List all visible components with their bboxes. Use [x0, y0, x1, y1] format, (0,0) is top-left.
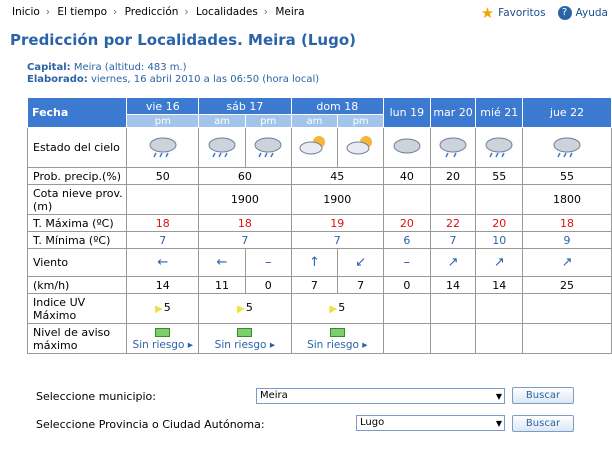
elaborado-value: viernes, 16 abril 2010 a las 06:50 (hora local) [90, 74, 320, 85]
tmax-value: 20 [476, 215, 523, 232]
precip-value: 55 [523, 168, 612, 185]
buscar-municipio-button[interactable]: Buscar [512, 387, 574, 404]
aviso-link[interactable]: Sin riesgo [132, 339, 185, 351]
day-header: jue 22 [523, 98, 612, 128]
tmax-value: 18 [199, 215, 291, 232]
breadcrumb-inicio[interactable]: Inicio [12, 6, 40, 18]
cota-value [476, 185, 523, 215]
page-title: Predicción por Localidades. Meira (Lugo) [10, 31, 356, 49]
precip-value: 55 [476, 168, 523, 185]
buscar-provincia-button[interactable]: Buscar [512, 415, 574, 432]
cloud-rain-icon [476, 128, 523, 168]
municipio-label: Seleccione municipio: [36, 390, 156, 403]
tmin-value: 7 [291, 232, 383, 249]
provincia-label: Seleccione Provincia o Ciudad Autónoma: [36, 418, 265, 431]
wind-west-arrow-icon: ← [127, 249, 199, 277]
period-header: am [199, 115, 246, 128]
tmin-value: 6 [384, 232, 431, 249]
wind-west-arrow-icon: ← [199, 249, 246, 277]
breadcrumb: Inicio › El tiempo › Predicción › Localidades › Meira [12, 6, 305, 18]
wind-speed: 7 [291, 277, 338, 294]
day-header: vie 16 [127, 98, 199, 115]
aviso-cell [476, 324, 523, 354]
tmax-value: 22 [430, 215, 476, 232]
uv-cell [523, 294, 612, 324]
uv-cell [127, 294, 199, 324]
uv-cell [384, 294, 431, 324]
uv-flag-icon [155, 306, 163, 314]
cloud-rain-icon [523, 128, 612, 168]
tmin-value: 7 [430, 232, 476, 249]
tmin-value: 9 [523, 232, 612, 249]
row-label-kmh: (km/h) [28, 277, 127, 294]
row-label-tmin: T. Mínima (ºC) [28, 232, 127, 249]
aviso-cell [430, 324, 476, 354]
star-icon[interactable]: ★ [480, 4, 495, 22]
uv-value: 5 [163, 300, 171, 314]
precip-value: 40 [384, 168, 431, 185]
uv-flag-icon [329, 306, 337, 314]
cota-value: 1900 [291, 185, 383, 215]
tmax-value: 20 [384, 215, 431, 232]
municipio-select-value: Meira [260, 390, 288, 401]
cota-value [430, 185, 476, 215]
precip-value: 50 [127, 168, 199, 185]
tmax-value: 19 [291, 215, 383, 232]
uv-cell [291, 294, 383, 324]
caret-right-icon: ▸ [266, 339, 276, 351]
row-label-aviso: Nivel de aviso máximo [28, 324, 127, 354]
aviso-link[interactable]: Sin riesgo [214, 339, 267, 351]
cloud-rain-icon [199, 128, 246, 168]
breadcrumb-prediccion[interactable]: Predicción [124, 6, 179, 18]
precip-value: 20 [430, 168, 476, 185]
tools [481, 4, 608, 22]
uv-flag-icon [237, 306, 245, 314]
day-header: sáb 17 [199, 98, 291, 115]
breadcrumb-localidades[interactable]: Localidades [195, 6, 258, 18]
capital-line [27, 62, 187, 73]
cloud-rain-icon [127, 128, 199, 168]
row-label-uv: Indice UV Máximo [28, 294, 127, 324]
day-header: mié 21 [476, 98, 523, 128]
precip-value: 45 [291, 168, 383, 185]
elaborado-line [27, 74, 319, 85]
cota-value [384, 185, 431, 215]
aviso-link[interactable]: Sin riesgo [307, 339, 359, 351]
wind-speed: 25 [523, 277, 612, 294]
wind-speed: 0 [384, 277, 431, 294]
wind-northeast-arrow-icon: ↗ [430, 249, 476, 277]
uv-cell [476, 294, 523, 324]
row-label-precip: Prob. precip.(%) [28, 168, 127, 185]
wind-calm-icon: – [245, 249, 291, 277]
tmin-value: 10 [476, 232, 523, 249]
period-header: pm [127, 115, 199, 128]
aviso-cell[interactable] [127, 324, 199, 354]
municipio-select[interactable] [256, 388, 505, 404]
row-label-tmax: T. Máxima (ºC) [28, 215, 127, 232]
warning-level-icon [237, 328, 252, 337]
uv-value: 5 [245, 300, 253, 314]
ayuda-link[interactable]: Ayuda [575, 7, 608, 19]
tmax-value: 18 [127, 215, 199, 232]
wind-southwest-arrow-icon: ↙ [338, 249, 384, 277]
wind-calm-icon: – [384, 249, 431, 277]
period-header: pm [338, 115, 384, 128]
tmin-value: 7 [199, 232, 291, 249]
uv-cell [199, 294, 291, 324]
cloud-rain-icon [430, 128, 476, 168]
provincia-select-value: Lugo [360, 417, 385, 428]
day-header: lun 19 [384, 98, 431, 128]
wind-speed: 14 [127, 277, 199, 294]
uv-cell [430, 294, 476, 324]
precip-value: 60 [199, 168, 291, 185]
cloud-rain-icon [245, 128, 291, 168]
aviso-cell [384, 324, 431, 354]
period-header: am [291, 115, 338, 128]
breadcrumb-el-tiempo[interactable]: El tiempo [57, 6, 108, 18]
dropdown-arrow-icon: ▼ [495, 419, 502, 428]
aviso-cell[interactable] [291, 324, 383, 354]
day-header: mar 20 [430, 98, 476, 128]
sun-cloud-icon [338, 128, 384, 168]
wind-north-arrow-icon: ↑ [291, 249, 338, 277]
help-icon[interactable]: ? [558, 6, 572, 20]
wind-speed: 11 [199, 277, 246, 294]
dropdown-arrow-icon: ▼ [495, 392, 502, 401]
forecast-table [27, 97, 612, 354]
wind-speed: 7 [338, 277, 384, 294]
row-label-cota: Cota nieve prov.(m) [28, 185, 127, 215]
favoritos-link[interactable]: Favoritos [498, 7, 546, 19]
cota-value [127, 185, 199, 215]
sun-cloud-icon [291, 128, 338, 168]
tmin-value: 7 [127, 232, 199, 249]
caret-right-icon: ▸ [184, 339, 193, 351]
capital-value: Meira (altitud: 483 m.) [73, 62, 187, 73]
wind-northeast-arrow-icon: ↗ [523, 249, 612, 277]
warning-level-icon [155, 328, 170, 337]
row-label-cielo: Estado del cielo [28, 128, 127, 168]
elaborado-label: Elaborado: [27, 74, 88, 85]
wind-northeast-arrow-icon: ↗ [476, 249, 523, 277]
cota-value: 1900 [199, 185, 291, 215]
caret-right-icon: ▸ [358, 339, 368, 351]
provincia-select[interactable] [356, 415, 505, 431]
day-header: dom 18 [291, 98, 383, 115]
period-header: pm [245, 115, 291, 128]
cloud-icon [384, 128, 431, 168]
aviso-cell [523, 324, 612, 354]
uv-value: 5 [338, 300, 346, 314]
cota-value: 1800 [523, 185, 612, 215]
wind-speed: 14 [430, 277, 476, 294]
row-label-viento: Viento [28, 249, 127, 277]
wind-speed: 0 [245, 277, 291, 294]
wind-speed: 14 [476, 277, 523, 294]
capital-label: Capital: [27, 62, 71, 73]
breadcrumb-meira: Meira [275, 6, 305, 18]
header-fecha: Fecha [28, 98, 127, 128]
warning-level-icon [330, 328, 345, 337]
aviso-cell[interactable] [199, 324, 291, 354]
tmax-value: 18 [523, 215, 612, 232]
